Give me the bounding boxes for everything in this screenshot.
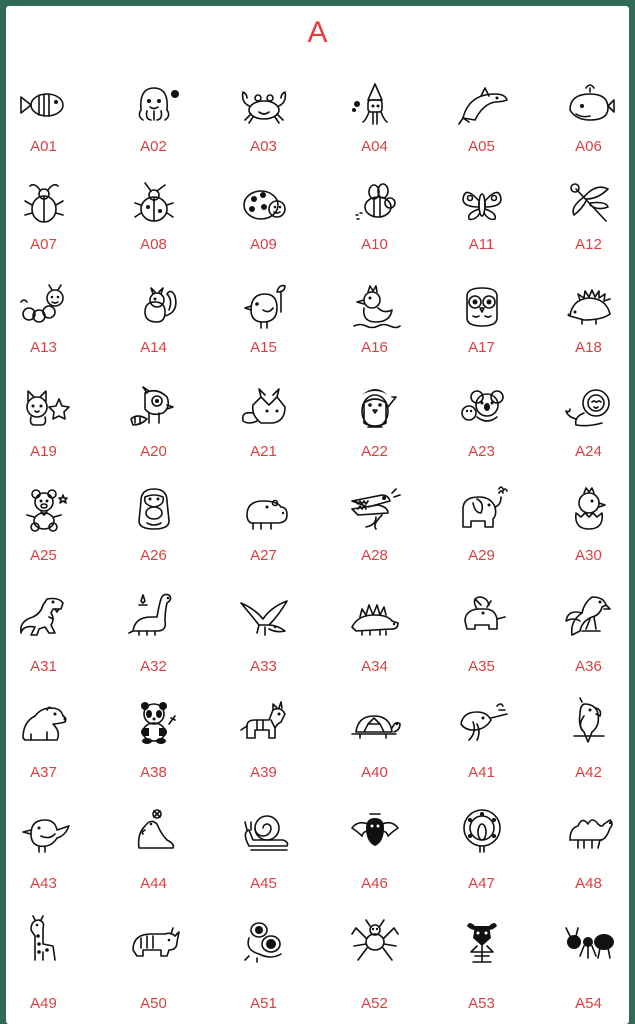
fox-icon — [237, 383, 291, 433]
stamp-code-label: A49 — [30, 995, 57, 1012]
stamp-item-a12 — [537, 179, 635, 279]
stamp-code-label: A44 — [140, 875, 167, 892]
triceratops-icon — [455, 591, 509, 641]
stamp-code-label: A24 — [575, 443, 602, 460]
stamp-item-a22 — [323, 383, 426, 483]
dragonfly-icon — [562, 179, 616, 229]
stamp-item-a54 — [537, 916, 635, 1016]
stamp-code-label: A10 — [361, 236, 388, 253]
stamp-item-a09 — [212, 179, 315, 279]
peacock-icon — [455, 806, 509, 856]
stamp-code-label: A50 — [140, 995, 167, 1012]
stamp-code-label: A26 — [140, 547, 167, 564]
stamp-code-label: A43 — [30, 875, 57, 892]
stamp-code-label: A15 — [250, 339, 277, 356]
crab-icon — [237, 80, 291, 130]
giraffe-icon — [17, 916, 71, 966]
hedgehog-icon — [562, 282, 616, 332]
chick-icon — [237, 282, 291, 332]
stamp-item-a37 — [0, 698, 95, 798]
crocodile-icon — [348, 485, 402, 535]
stamp-item-a04 — [323, 80, 426, 180]
teddy-bear-icon — [17, 485, 71, 535]
stamp-code-label: A51 — [250, 995, 277, 1012]
stamp-item-a52 — [323, 916, 426, 1016]
stamp-code-label: A11 — [468, 236, 495, 253]
stamp-item-a14 — [102, 282, 205, 382]
stamp-item-a11 — [430, 179, 533, 279]
stamp-item-a51 — [212, 916, 315, 1016]
frog-icon — [237, 916, 291, 966]
raccoon-icon — [127, 383, 181, 433]
stamp-item-a20 — [102, 383, 205, 483]
penguin-icon — [348, 383, 402, 433]
whale-icon — [562, 80, 616, 130]
stamp-item-a01 — [0, 80, 95, 180]
octopus-icon — [127, 80, 181, 130]
stamp-code-label: A08 — [140, 236, 167, 253]
stamp-code-label: A27 — [250, 547, 277, 564]
stamp-code-label: A38 — [140, 764, 167, 781]
stamp-item-a03 — [212, 80, 315, 180]
bull-icon — [455, 916, 509, 966]
stamp-code-label: A18 — [575, 339, 602, 356]
stamp-item-a17 — [430, 282, 533, 382]
stamp-item-a35 — [430, 591, 533, 691]
stamp-code-label: A32 — [140, 658, 167, 675]
stamp-item-a40 — [323, 698, 426, 798]
dolphin-icon — [455, 80, 509, 130]
stamp-code-label: A28 — [361, 547, 388, 564]
stamp-code-label: A30 — [575, 547, 602, 564]
duck-icon — [348, 282, 402, 332]
stamp-item-a21 — [212, 383, 315, 483]
stamp-item-a25 — [0, 485, 95, 585]
stamp-item-a07 — [0, 179, 95, 279]
butterfly-icon — [455, 179, 509, 229]
stamp-item-a45 — [212, 806, 315, 906]
brontosaurus-icon — [127, 591, 181, 641]
stamp-code-label: A40 — [361, 764, 388, 781]
beetle-icon — [17, 179, 71, 229]
lion-icon — [562, 383, 616, 433]
stamp-code-label: A12 — [575, 236, 602, 253]
seal-icon — [127, 806, 181, 856]
stamp-item-a43 — [0, 806, 95, 906]
koala-icon — [455, 383, 509, 433]
stamp-code-label: A35 — [468, 658, 495, 675]
stamp-code-label: A25 — [30, 547, 57, 564]
stamp-code-label: A23 — [468, 443, 495, 460]
stamp-code-label: A29 — [468, 547, 495, 564]
caterpillar-icon — [17, 282, 71, 332]
stamp-item-a38 — [102, 698, 205, 798]
stamp-item-a44 — [102, 806, 205, 906]
stamp-code-label: A39 — [250, 764, 277, 781]
stamp-code-label: A09 — [250, 236, 277, 253]
turtle-icon — [348, 698, 402, 748]
zebra-icon — [237, 698, 291, 748]
stamp-code-label: A14 — [140, 339, 167, 356]
stamp-item-a23 — [430, 383, 533, 483]
stamp-item-a48 — [537, 806, 635, 906]
stamp-code-label: A42 — [575, 764, 602, 781]
elephant-icon — [455, 485, 509, 535]
stamp-code-label: A02 — [140, 138, 167, 155]
stamp-item-a16 — [323, 282, 426, 382]
stamp-code-label: A52 — [361, 995, 388, 1012]
stamp-code-label: A01 — [30, 138, 57, 155]
stamp-code-label: A22 — [361, 443, 388, 460]
gorilla-icon — [127, 485, 181, 535]
stamp-item-a49 — [0, 916, 95, 1016]
stamp-item-a05 — [430, 80, 533, 180]
stamp-code-label: A31 — [30, 658, 57, 675]
stamp-code-label: A03 — [250, 138, 277, 155]
hippo-icon — [237, 485, 291, 535]
stamp-item-a47 — [430, 806, 533, 906]
stamp-item-a26 — [102, 485, 205, 585]
t-rex-icon — [17, 591, 71, 641]
squid-icon — [348, 80, 402, 130]
squirrel-icon — [127, 282, 181, 332]
stamp-code-label: A46 — [361, 875, 388, 892]
stamp-item-a36 — [537, 591, 635, 691]
stamp-grid — [6, 6, 629, 1024]
stamp-code-label: A17 — [468, 339, 495, 356]
stamp-item-a30 — [537, 485, 635, 585]
stegosaurus-icon — [348, 591, 402, 641]
stamp-code-label: A06 — [575, 138, 602, 155]
stamp-code-label: A13 — [30, 339, 57, 356]
stamp-code-label: A53 — [468, 995, 495, 1012]
stamp-code-label: A21 — [250, 443, 277, 460]
stamp-item-a31 — [0, 591, 95, 691]
stamp-code-label: A20 — [140, 443, 167, 460]
bird-icon — [17, 806, 71, 856]
stamp-item-a15 — [212, 282, 315, 382]
owl-icon — [455, 282, 509, 332]
stamp-code-label: A33 — [250, 658, 277, 675]
camel-icon — [562, 806, 616, 856]
stamp-item-a18 — [537, 282, 635, 382]
stamp-code-label: A41 — [468, 764, 495, 781]
page-title: A — [307, 16, 328, 49]
stamp-item-a13 — [0, 282, 95, 382]
stamp-catalog-card — [6, 6, 629, 1024]
bee-icon — [348, 179, 402, 229]
stamp-item-a41 — [430, 698, 533, 798]
parrot-icon — [562, 698, 616, 748]
ladybug-icon — [237, 179, 291, 229]
stamp-item-a02 — [102, 80, 205, 180]
ant-icon — [562, 916, 616, 966]
stamp-code-label: A54 — [575, 995, 602, 1012]
hatching-chick-icon — [562, 485, 616, 535]
stamp-item-a39 — [212, 698, 315, 798]
stamp-item-a27 — [212, 485, 315, 585]
stamp-code-label: A19 — [30, 443, 57, 460]
stamp-item-a08 — [102, 179, 205, 279]
stamp-code-label: A48 — [575, 875, 602, 892]
stamp-item-a06 — [537, 80, 635, 180]
stamp-code-label: A34 — [361, 658, 388, 675]
panda-icon — [127, 698, 181, 748]
stamp-code-label: A45 — [250, 875, 277, 892]
stamp-code-label: A37 — [30, 764, 57, 781]
stamp-item-a24 — [537, 383, 635, 483]
eagle-icon — [562, 591, 616, 641]
cat-star-icon — [17, 383, 71, 433]
stamp-code-label: A16 — [361, 339, 388, 356]
rhino-icon — [127, 916, 181, 966]
stamp-item-a10 — [323, 179, 426, 279]
stamp-item-a34 — [323, 591, 426, 691]
polar-bear-icon — [17, 698, 71, 748]
stamp-code-label: A36 — [575, 658, 602, 675]
spider-icon — [348, 916, 402, 966]
snail-icon — [237, 806, 291, 856]
stamp-item-a53 — [430, 916, 533, 1016]
hummingbird-icon — [455, 698, 509, 748]
stamp-code-label: A04 — [361, 138, 388, 155]
stamp-item-a50 — [102, 916, 205, 1016]
stamp-item-a32 — [102, 591, 205, 691]
fish-icon — [17, 80, 71, 130]
stamp-item-a28 — [323, 485, 426, 585]
stamp-code-label: A07 — [30, 236, 57, 253]
stamp-code-label: A47 — [468, 875, 495, 892]
stamp-item-a46 — [323, 806, 426, 906]
stamp-item-a33 — [212, 591, 315, 691]
bat-icon — [348, 806, 402, 856]
stamp-item-a29 — [430, 485, 533, 585]
stamp-item-a42 — [537, 698, 635, 798]
pterodactyl-icon — [237, 591, 291, 641]
stamp-item-a19 — [0, 383, 95, 483]
stamp-code-label: A05 — [468, 138, 495, 155]
bug-icon — [127, 179, 181, 229]
